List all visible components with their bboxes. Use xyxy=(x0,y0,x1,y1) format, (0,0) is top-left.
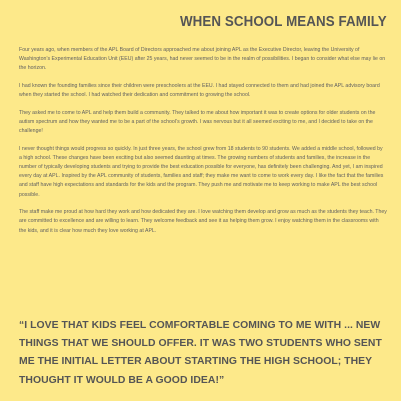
pull-quote: “I LOVE THAT KIDS FEEL COMFORTABLE COMING TO ME WITH ... NEW THINGS THAT WE SHOULD OFFER. IT WAS TWO STUDENTS WHO SENT ME THE INITIAL LETTER ABOUT STARTING THE HIGH SCHOOL; THEY THOUGHT IT WOULD BE A GOOD IDEA!” xyxy=(19,320,382,386)
paragraph-4: I never thought things would progress so quickly. In just three years, the school grew from 18 students to 90 students. We added a middle school, followed by a high school. These changes have been exciting but also seemed daunting at times. The growing numbers of students and families, the increase in the number of typically developing students and trying to provide the best education possible for everyone, has definitely been challenging. And yet, I am inspired every day at APL. Inspired by the APL community of students, families and staff; they make me want to come to work every day. I like the fact that the families and staff have high expectations and standards for the kids and the program. They push me and motivate me to keep working to make APL the best school possible. xyxy=(19,145,384,198)
article-title: WHEN SCHOOL MEANS FAMILY xyxy=(180,14,387,30)
article-body xyxy=(19,46,387,244)
paragraph-3: They asked me to come to APL and help them build a community. They talked to me about how important it was to create options for older students on the autism spectrum and how they wanted me to be a part of the school’s growth. I was nervous but it all seemed exciting to me, and I decided to take on the challenge! xyxy=(19,109,376,135)
paragraph-1: Four years ago, when members of the APL Board of Directors approached me about joining APL as the Executive Director, leaving the University of Washington’s Experimental Education Unit (EEU) after 25 years, had never seemed to be in the realm of possibilities. I began to consider what else may lie on the horizon. xyxy=(19,47,386,72)
article-page xyxy=(19,0,387,401)
paragraph-5: The staff make me proud at how hard they work and how dedicated they are. I love watching them develop and grow as much as the students they teach. They are committed to excellence and are willing to learn. They welcome feedback and see it as helping them grow. I enjoy watching them in the classrooms with the kids, and it is clear how much they love working at APL. xyxy=(19,209,387,234)
paragraph-2: I had known the founding families since their children were preschoolers at the EEU. I had stayed connected to them and had joined the APL advisory board when they started the school. I had watched their dedication and commitment to growing the school. xyxy=(19,82,380,99)
